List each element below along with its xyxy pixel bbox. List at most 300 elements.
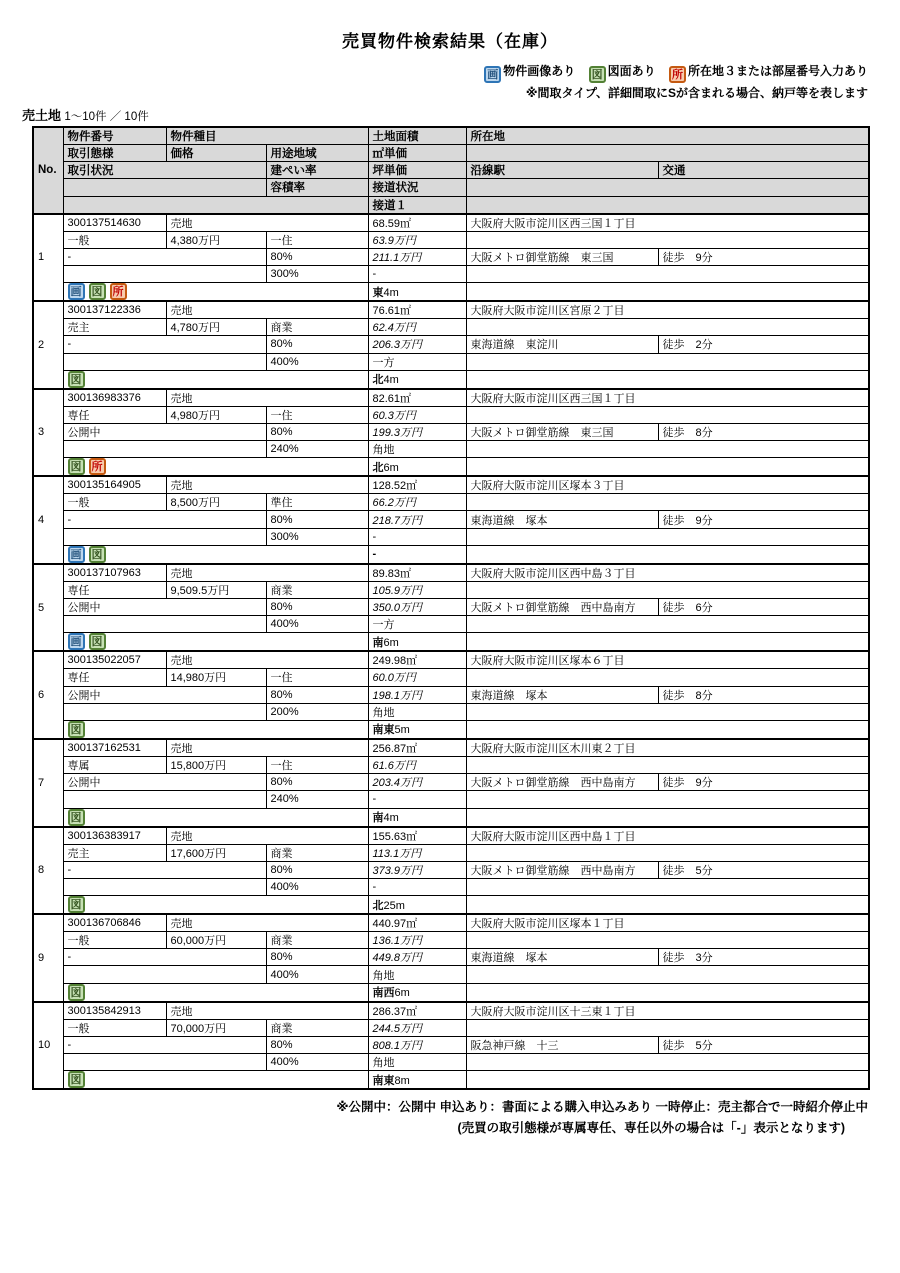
cell-property-number: 300136983376 (63, 389, 166, 407)
results-range: 1〜10件 ／ 10件 (64, 111, 149, 123)
property-row (33, 301, 869, 389)
cell-road1 (368, 1071, 466, 1090)
cell-zoning: 一住 (266, 406, 368, 423)
cell-icons (63, 633, 368, 652)
cell-line-station: 東海道線 東淀川 (466, 336, 658, 353)
header-spacer-5 (466, 196, 869, 214)
cell-status: - (63, 248, 266, 265)
cell-spacer-4 (466, 983, 869, 1002)
header-road1: 接道１ (368, 196, 466, 214)
cell-transaction-type: 専任 (63, 581, 166, 598)
cell-unit-price-tsubo: 449.8万円 (368, 949, 466, 966)
floor-plan-icon: 図 (589, 66, 606, 83)
cell-unit-price-tsubo: 206.3万円 (368, 336, 466, 353)
cell-coverage-ratio: 80% (266, 599, 368, 616)
road1-direction: 南 (372, 636, 384, 649)
cell-spacer-1 (466, 844, 869, 861)
floor-plan-icon: 図 (89, 633, 106, 650)
cell-address: 大阪府大阪市淀川区西三国１丁目 (466, 389, 869, 407)
cell-unit-price-m2: 113.1万円 (368, 844, 466, 861)
floor-plan-icon: 図 (89, 283, 106, 300)
cell-property-type: 売地 (166, 476, 368, 494)
results-count (22, 105, 900, 124)
property-row (33, 914, 869, 1002)
cell-property-type: 売地 (166, 301, 368, 319)
cell-unit-price-tsubo: 199.3万円 (368, 423, 466, 440)
property-image-icon: 画 (68, 546, 85, 563)
cell-floor-area-ratio: 300% (266, 528, 368, 545)
header-access: 交通 (658, 162, 869, 179)
property-image-icon: 画 (484, 66, 501, 83)
table-header (33, 127, 869, 214)
cell-access: 徒歩 6分 (658, 599, 869, 616)
legend (0, 61, 868, 103)
cell-floor-area-ratio: 400% (266, 1054, 368, 1071)
cell-land-area: 82.61㎡ (368, 389, 466, 407)
header-zoning: 用途地域 (266, 145, 368, 162)
cell-line-station: 東海道線 塚本 (466, 686, 658, 703)
cell-line-station: 大阪メトロ御堂筋線 西中島南方 (466, 599, 658, 616)
road1-direction: 南東 (372, 1074, 395, 1087)
cell-floor-area-ratio: 240% (266, 791, 368, 808)
cell-spacer-4 (466, 370, 869, 389)
cell-price: 4,380万円 (166, 231, 266, 248)
cell-transaction-type: 一般 (63, 932, 166, 949)
road1-length: 25m (383, 899, 405, 912)
floor-plan-icon: 図 (68, 809, 85, 826)
cell-spacer-1 (466, 1019, 869, 1036)
cell-property-number: 300136706846 (63, 914, 166, 932)
property-row (33, 214, 869, 302)
road1-direction: 北 (372, 461, 384, 474)
cell-unit-price-tsubo: 373.9万円 (368, 861, 466, 878)
cell-line-station: 大阪メトロ御堂筋線 東三国 (466, 423, 658, 440)
cell-spacer-2 (63, 616, 266, 633)
cell-spacer-2 (63, 1054, 266, 1071)
cell-unit-price-m2: 60.0万円 (368, 669, 466, 686)
cell-price: 9,509.5万円 (166, 581, 266, 598)
cell-road1 (368, 808, 466, 827)
cell-access: 徒歩 2分 (658, 336, 869, 353)
header-line-station: 沿線駅 (466, 162, 658, 179)
cell-land-area: 286.37㎡ (368, 1002, 466, 1020)
cell-property-number: 300137162531 (63, 739, 166, 757)
cell-spacer-3 (466, 265, 869, 282)
cell-status: - (63, 1036, 266, 1053)
cell-property-number: 300137122336 (63, 301, 166, 319)
row-number: 7 (33, 739, 63, 827)
row-number: 4 (33, 476, 63, 564)
cell-transaction-type: 売主 (63, 844, 166, 861)
header-property-number: 物件番号 (63, 127, 166, 145)
cell-price: 4,780万円 (166, 319, 266, 336)
cell-road1 (368, 545, 466, 564)
cell-address: 大阪府大阪市淀川区西三国１丁目 (466, 214, 869, 232)
cell-icons (63, 808, 368, 827)
cell-road1 (368, 983, 466, 1002)
property-row (33, 389, 869, 477)
header-no: No. (33, 127, 63, 214)
footer-notes (0, 1097, 868, 1139)
cell-road-condition: 角地 (368, 441, 466, 458)
cell-access: 徒歩 9分 (658, 511, 869, 528)
cell-zoning: 商業 (266, 844, 368, 861)
header-unit-price-tsubo: 坪単価 (368, 162, 466, 179)
cell-line-station: 阪急神戸線 十三 (466, 1036, 658, 1053)
row-number: 1 (33, 214, 63, 302)
cell-line-station: 東海道線 塚本 (466, 949, 658, 966)
cell-spacer-3 (466, 966, 869, 983)
cell-property-number: 300135022057 (63, 651, 166, 669)
property-results-table (32, 126, 870, 1090)
cell-floor-area-ratio: 200% (266, 703, 368, 720)
cell-status: 公開中 (63, 599, 266, 616)
cell-spacer-2 (63, 966, 266, 983)
cell-spacer-4 (466, 633, 869, 652)
cell-unit-price-m2: 61.6万円 (368, 756, 466, 773)
cell-status: - (63, 511, 266, 528)
cell-access: 徒歩 3分 (658, 949, 869, 966)
cell-unit-price-tsubo: 211.1万円 (368, 248, 466, 265)
cell-road1 (368, 633, 466, 652)
cell-road-condition: 一方 (368, 353, 466, 370)
road1-length: 4m (383, 286, 399, 299)
cell-status: - (63, 861, 266, 878)
cell-icons (63, 545, 368, 564)
road1-direction: 東 (372, 286, 384, 299)
legend-address-label: 所在地３または部屋番号入力あり (687, 64, 868, 78)
cell-access: 徒歩 9分 (658, 248, 869, 265)
cell-spacer-1 (466, 669, 869, 686)
cell-transaction-type: 専属 (63, 756, 166, 773)
header-road-condition: 接道状況 (368, 179, 466, 196)
cell-coverage-ratio: 80% (266, 511, 368, 528)
cell-road1 (368, 896, 466, 915)
cell-road-condition: 一方 (368, 616, 466, 633)
address-entered-icon: 所 (669, 66, 686, 83)
cell-spacer-1 (466, 756, 869, 773)
cell-coverage-ratio: 80% (266, 248, 368, 265)
cell-icons (63, 720, 368, 739)
cell-icons (63, 896, 368, 915)
header-price: 価格 (166, 145, 266, 162)
cell-spacer-3 (466, 1054, 869, 1071)
cell-property-type: 売地 (166, 214, 368, 232)
cell-spacer-1 (466, 581, 869, 598)
address-entered-icon: 所 (89, 458, 106, 475)
cell-land-area: 155.63㎡ (368, 827, 466, 845)
cell-zoning: 準住 (266, 494, 368, 511)
cell-unit-price-m2: 62.4万円 (368, 319, 466, 336)
road1-length: 4m (383, 374, 399, 387)
cell-zoning: 商業 (266, 932, 368, 949)
cell-access: 徒歩 8分 (658, 686, 869, 703)
cell-spacer-4 (466, 720, 869, 739)
property-row (33, 564, 869, 652)
road1-length: 5m (394, 724, 410, 737)
cell-road-condition: 角地 (368, 1054, 466, 1071)
cell-spacer-3 (466, 878, 869, 895)
cell-price: 70,000万円 (166, 1019, 266, 1036)
cell-address: 大阪府大阪市淀川区十三東１丁目 (466, 1002, 869, 1020)
cell-line-station: 大阪メトロ御堂筋線 西中島南方 (466, 861, 658, 878)
cell-status: - (63, 336, 266, 353)
row-number: 5 (33, 564, 63, 652)
cell-unit-price-m2: 244.5万円 (368, 1019, 466, 1036)
header-status: 取引状況 (63, 162, 266, 179)
cell-zoning: 一住 (266, 756, 368, 773)
cell-address: 大阪府大阪市淀川区塚本１丁目 (466, 914, 869, 932)
cell-price: 8,500万円 (166, 494, 266, 511)
cell-property-number: 300137107963 (63, 564, 166, 582)
cell-road-condition: - (368, 528, 466, 545)
cell-access: 徒歩 9分 (658, 774, 869, 791)
cell-price: 17,600万円 (166, 844, 266, 861)
cell-transaction-type: 専任 (63, 669, 166, 686)
cell-road-condition: - (368, 265, 466, 282)
cell-icons (63, 458, 368, 477)
cell-spacer-1 (466, 406, 869, 423)
cell-road-condition: - (368, 791, 466, 808)
cell-floor-area-ratio: 240% (266, 441, 368, 458)
cell-unit-price-tsubo: 218.7万円 (368, 511, 466, 528)
cell-unit-price-m2: 66.2万円 (368, 494, 466, 511)
cell-property-type: 売地 (166, 914, 368, 932)
page-title: 売買物件検索結果（在庫） (342, 32, 558, 51)
cell-property-type: 売地 (166, 564, 368, 582)
header-land-area: 土地面積 (368, 127, 466, 145)
floor-plan-icon: 図 (68, 1071, 85, 1088)
cell-floor-area-ratio: 400% (266, 353, 368, 370)
row-number: 9 (33, 914, 63, 1002)
address-entered-icon: 所 (110, 283, 127, 300)
cell-address: 大阪府大阪市淀川区塚本３丁目 (466, 476, 869, 494)
cell-unit-price-m2: 136.1万円 (368, 932, 466, 949)
cell-spacer-1 (466, 494, 869, 511)
road1-length: 8m (394, 1074, 410, 1087)
property-row (33, 651, 869, 739)
cell-coverage-ratio: 80% (266, 774, 368, 791)
cell-coverage-ratio: 80% (266, 423, 368, 440)
cell-property-type: 売地 (166, 389, 368, 407)
cell-spacer-1 (466, 231, 869, 248)
cell-transaction-type: 一般 (63, 494, 166, 511)
cell-land-area: 76.61㎡ (368, 301, 466, 319)
cell-road1 (368, 458, 466, 477)
floor-plan-icon: 図 (68, 896, 85, 913)
cell-unit-price-tsubo: 350.0万円 (368, 599, 466, 616)
cell-spacer-2 (63, 265, 266, 282)
cell-road-condition: - (368, 878, 466, 895)
header-floor-area-ratio: 容積率 (266, 179, 368, 196)
floor-plan-icon: 図 (68, 984, 85, 1001)
cell-icons (63, 1071, 368, 1090)
cell-spacer-1 (466, 932, 869, 949)
cell-floor-area-ratio: 400% (266, 878, 368, 895)
road1-direction: 南 (372, 812, 384, 824)
cell-unit-price-m2: 60.3万円 (368, 406, 466, 423)
cell-road-condition: 角地 (368, 966, 466, 983)
legend-address-group (669, 64, 868, 81)
row-number: 2 (33, 301, 63, 389)
cell-spacer-2 (63, 703, 266, 720)
cell-road1 (368, 370, 466, 389)
road1-direction: 北 (372, 374, 384, 387)
cell-spacer-3 (466, 616, 869, 633)
cell-land-area: 249.98㎡ (368, 651, 466, 669)
cell-spacer-3 (466, 441, 869, 458)
cell-zoning: 商業 (266, 581, 368, 598)
cell-spacer-3 (466, 353, 869, 370)
cell-line-station: 大阪メトロ御堂筋線 西中島南方 (466, 774, 658, 791)
road1-direction: 南西 (372, 987, 395, 1000)
cell-transaction-type: 一般 (63, 1019, 166, 1036)
cell-line-station: 大阪メトロ御堂筋線 東三国 (466, 248, 658, 265)
cell-road1 (368, 283, 466, 302)
cell-road-condition: 角地 (368, 703, 466, 720)
cell-address: 大阪府大阪市淀川区塚本６丁目 (466, 651, 869, 669)
cell-floor-area-ratio: 400% (266, 966, 368, 983)
cell-status: - (63, 949, 266, 966)
cell-zoning: 商業 (266, 319, 368, 336)
cell-land-area: 128.52㎡ (368, 476, 466, 494)
property-row (33, 739, 869, 827)
header-spacer-1 (466, 145, 869, 162)
cell-address: 大阪府大阪市淀川区宮原２丁目 (466, 301, 869, 319)
road1-length: 4m (383, 812, 399, 824)
floor-plan-icon: 図 (89, 546, 106, 563)
cell-status: 公開中 (63, 686, 266, 703)
cell-spacer-3 (466, 703, 869, 720)
road1-direction: - (372, 548, 377, 561)
cell-status: 公開中 (63, 423, 266, 440)
cell-property-number: 300137514630 (63, 214, 166, 232)
cell-access: 徒歩 5分 (658, 1036, 869, 1053)
header-unit-price-m2: ㎡単価 (368, 145, 466, 162)
floor-plan-icon: 図 (68, 458, 85, 475)
cell-line-station: 東海道線 塚本 (466, 511, 658, 528)
cell-transaction-type: 専任 (63, 406, 166, 423)
cell-unit-price-tsubo: 808.1万円 (368, 1036, 466, 1053)
row-number: 10 (33, 1002, 63, 1090)
cell-floor-area-ratio: 300% (266, 265, 368, 282)
cell-road1 (368, 720, 466, 739)
header-property-type: 物件種目 (166, 127, 368, 145)
cell-price: 15,800万円 (166, 756, 266, 773)
cell-spacer-3 (466, 791, 869, 808)
cell-spacer-3 (466, 528, 869, 545)
cell-spacer-4 (466, 458, 869, 477)
cell-property-type: 売地 (166, 1002, 368, 1020)
legend-plan-group (589, 64, 656, 81)
cell-spacer-2 (63, 878, 266, 895)
cell-spacer-4 (466, 1071, 869, 1090)
header-address: 所在地 (466, 127, 869, 145)
footer-note-1: ※公開中：公開中 申込あり：書面による購入申込みあり 一時停止：売主都合で一時紹介停止中 (336, 1100, 868, 1115)
header-spacer-3 (466, 179, 869, 196)
property-row (33, 827, 869, 915)
property-image-icon: 画 (68, 633, 85, 650)
cell-land-area: 440.97㎡ (368, 914, 466, 932)
cell-icons (63, 283, 368, 302)
cell-spacer-2 (63, 353, 266, 370)
cell-access: 徒歩 8分 (658, 423, 869, 440)
cell-spacer-4 (466, 545, 869, 564)
cell-property-type: 売地 (166, 651, 368, 669)
cell-land-area: 89.83㎡ (368, 564, 466, 582)
cell-transaction-type: 一般 (63, 231, 166, 248)
cell-address: 大阪府大阪市淀川区西中島１丁目 (466, 827, 869, 845)
cell-spacer-4 (466, 283, 869, 302)
cell-icons (63, 370, 368, 389)
floor-plan-icon: 図 (68, 721, 85, 738)
legend-icons-line (0, 61, 868, 83)
cell-coverage-ratio: 80% (266, 336, 368, 353)
legend-image-group (484, 64, 576, 81)
row-number: 3 (33, 389, 63, 477)
cell-status: 公開中 (63, 774, 266, 791)
road1-length: 6m (383, 461, 399, 474)
cell-unit-price-tsubo: 203.4万円 (368, 774, 466, 791)
cell-address: 大阪府大阪市淀川区西中島３丁目 (466, 564, 869, 582)
cell-unit-price-tsubo: 198.1万円 (368, 686, 466, 703)
cell-property-number: 300136383917 (63, 827, 166, 845)
results-category: 売土地 (22, 108, 62, 123)
property-image-icon: 画 (68, 283, 85, 300)
cell-spacer-2 (63, 441, 266, 458)
property-row (33, 1002, 869, 1090)
row-number: 6 (33, 651, 63, 739)
cell-coverage-ratio: 80% (266, 1036, 368, 1053)
row-number: 8 (33, 827, 63, 915)
header-spacer-2 (63, 179, 266, 196)
cell-coverage-ratio: 80% (266, 686, 368, 703)
cell-property-number: 300135164905 (63, 476, 166, 494)
cell-coverage-ratio: 80% (266, 861, 368, 878)
cell-spacer-2 (63, 528, 266, 545)
cell-zoning: 一住 (266, 231, 368, 248)
cell-land-area: 256.87㎡ (368, 739, 466, 757)
cell-property-number: 300135842913 (63, 1002, 166, 1020)
property-row (33, 476, 869, 564)
cell-unit-price-m2: 105.9万円 (368, 581, 466, 598)
cell-spacer-2 (63, 791, 266, 808)
road1-length: 6m (394, 987, 410, 1000)
road1-direction: 南東 (372, 724, 395, 737)
cell-spacer-1 (466, 319, 869, 336)
cell-spacer-4 (466, 808, 869, 827)
header-coverage-ratio: 建ぺい率 (266, 162, 368, 179)
cell-icons (63, 983, 368, 1002)
header-transaction-type: 取引態様 (63, 145, 166, 162)
cell-zoning: 一住 (266, 669, 368, 686)
road1-direction: 北 (372, 899, 384, 912)
cell-price: 4,980万円 (166, 406, 266, 423)
legend-note: ※間取タイプ、詳細間取にSが含まれる場合、納戸等を表します (525, 86, 868, 100)
cell-unit-price-m2: 63.9万円 (368, 231, 466, 248)
cell-property-type: 売地 (166, 739, 368, 757)
cell-floor-area-ratio: 400% (266, 616, 368, 633)
cell-land-area: 68.59㎡ (368, 214, 466, 232)
cell-price: 14,980万円 (166, 669, 266, 686)
cell-coverage-ratio: 80% (266, 949, 368, 966)
cell-spacer-4 (466, 896, 869, 915)
cell-price: 60,000万円 (166, 932, 266, 949)
header-spacer-4 (63, 196, 368, 214)
cell-transaction-type: 売主 (63, 319, 166, 336)
footer-note-2: (売買の取引態様が専属専任、専任以外の場合は「-」表示となります) (457, 1121, 845, 1136)
cell-property-type: 売地 (166, 827, 368, 845)
